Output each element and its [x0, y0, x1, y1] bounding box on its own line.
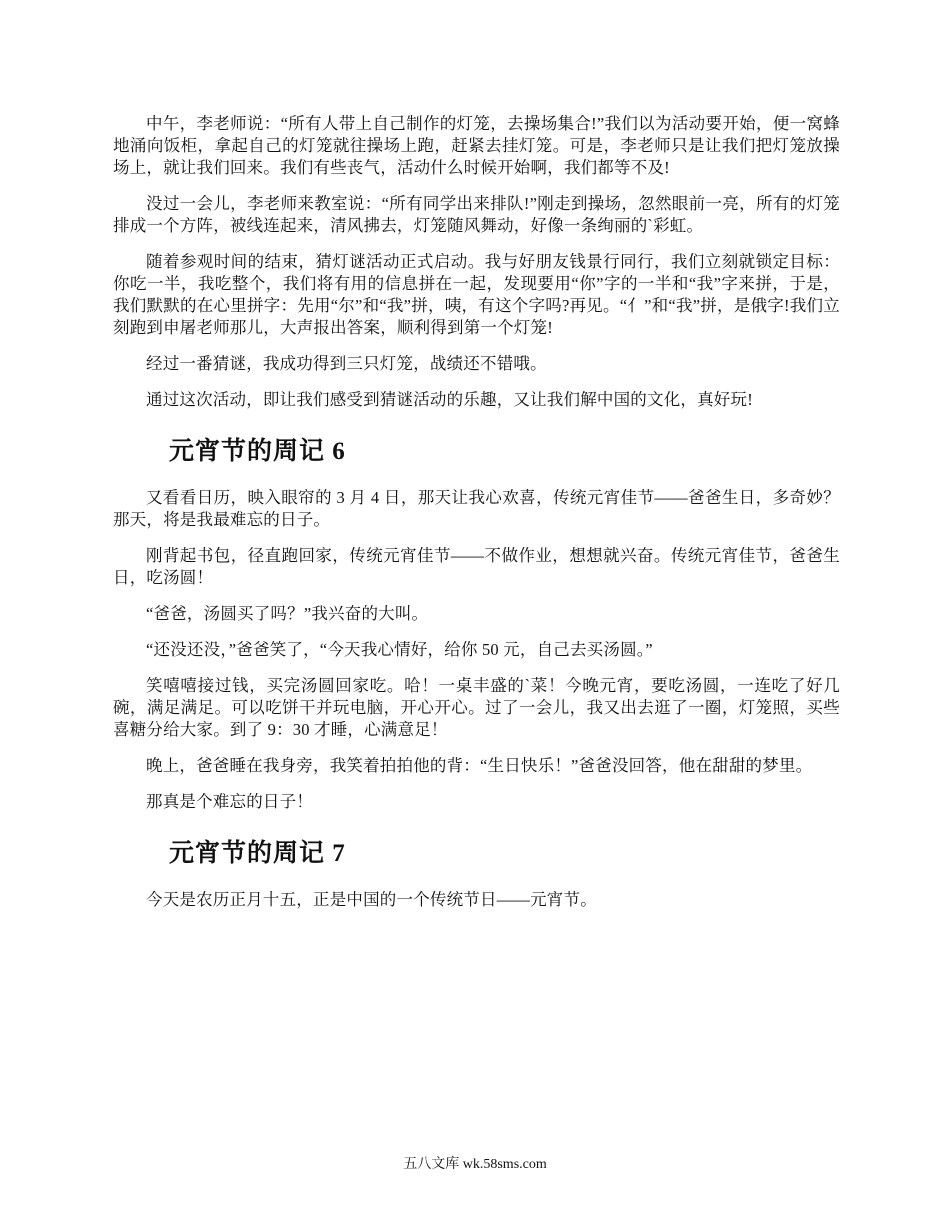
paragraph: 今天是农历正月十五，正是中国的一个传统节日——元宵节。 — [146, 890, 597, 909]
paragraph: 又看看日历，映入眼帘的 3 月 4 日，那天让我心欢喜，传统元宵佳节——爸爸生日，多奇妙？那天，将是我最难忘的日子。 — [113, 488, 840, 529]
section-heading-7: 元宵节的周记 7 — [169, 840, 346, 867]
document-body — [113, 113, 840, 911]
paragraph: 晚上，爸爸睡在我身旁，我笑着拍拍他的背：“生日快乐！”爸爸没回答，他在甜甜的梦里。 — [146, 756, 813, 775]
paragraph: 没过一会儿，李老师来教室说：“所有同学出来排队!”刚走到操场，忽然眼前一亮，所有的灯笼排成一个方阵，被线连起来，清风拂去，灯笼随风舞动，好像一条绚丽的`彩虹。 — [113, 194, 840, 235]
section-heading-6: 元宵节的周记 6 — [169, 438, 346, 465]
paragraph: 刚背起书包，径直跑回家，传统元宵佳节——不做作业，想想就兴奋。传统元宵佳节，爸爸生日，吃汤圆！ — [113, 546, 840, 587]
paragraph: 经过一番猜谜，我成功得到三只灯笼，战绩还不错哦。 — [146, 354, 547, 373]
paragraph: 随着参观时间的结束，猜灯谜活动正式启动。我与好朋友钱景行同行，我们立刻就锁定目标：你吃一半，我吃整个，我们将有用的信息拼在一起，发现要用“你”字的一半和“我”字来拼，于是，我们默默的在心里拼字：先用“尔”和“我”拼，咦，有这个字吗?再见。“亻”和“我”拼，是俄字!我们立刻跑到申屠老师那儿，大声报出答案，顺利得到第一个灯笼! — [113, 252, 840, 337]
paragraph: “爸爸，汤圆买了吗？”我兴奋的大叫。 — [146, 604, 429, 623]
page-footer: 五八文库 wk.58sms.com — [403, 1157, 547, 1172]
paragraph: 中午，李老师说：“所有人带上自己制作的灯笼，去操场集合!”我们以为活动要开始，便一窝蜂地涌向饭柜，拿起自己的灯笼就往操场上跑，赶紧去挂灯笼。可是，李老师只是让我们把灯笼放操场上，就让我们回来。我们有些丧气，活动什么时候开始啊，我们都等不及! — [113, 114, 840, 177]
paragraph: “还没还没，”爸爸笑了，“今天我心情好，给你 50 元，自己去买汤圆。” — [146, 640, 653, 659]
paragraph: 笑嘻嘻接过钱，买完汤圆回家吃。哈！一桌丰盛的`菜！今晚元宵，要吃汤圆，一连吃了好几碗，满足满足。可以吃饼干并玩电脑，开心开心。过了一会儿，我又出去逛了一圈，灯笼照，买些喜糖分给大家。到了 9：30 才睡，心满意足！ — [113, 676, 840, 739]
paragraph: 通过这次活动，即让我们感受到猜谜活动的乐趣，又让我们解中国的文化，真好玩! — [146, 390, 753, 409]
paragraph: 那真是个难忘的日子！ — [146, 792, 313, 811]
